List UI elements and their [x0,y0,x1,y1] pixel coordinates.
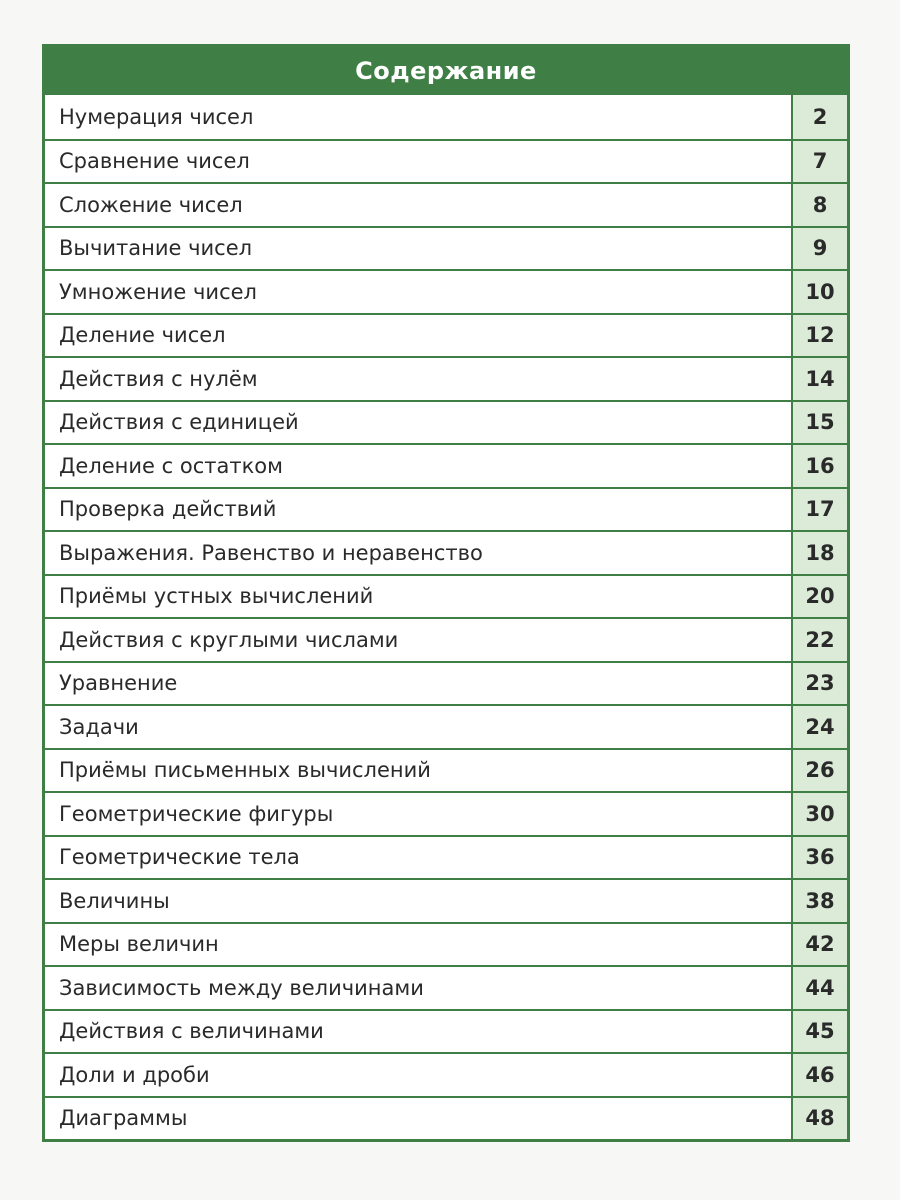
toc-entry-title: Умножение чисел [45,271,791,313]
toc-entry-page: 20 [791,576,847,618]
toc-row [45,878,847,922]
toc-entry-title: Действия с величинами [45,1011,791,1053]
toc-entry-page: 8 [791,184,847,226]
toc-entry-title: Уравнение [45,663,791,705]
toc-entry-page: 9 [791,228,847,270]
toc-row [45,965,847,1009]
toc-entry-page: 30 [791,793,847,835]
toc-entry-page: 7 [791,141,847,183]
toc-entry-title: Приёмы устных вычислений [45,576,791,618]
toc-entry-page: 45 [791,1011,847,1053]
toc-entry-page: 24 [791,706,847,748]
toc-entry-page: 12 [791,315,847,357]
toc-entry-title: Сложение чисел [45,184,791,226]
toc-entry-title: Деление с остатком [45,445,791,487]
toc-entry-title: Нумерация чисел [45,95,791,139]
toc-entry-title: Выражения. Равенство и неравенство [45,532,791,574]
toc-entry-title: Приёмы письменных вычислений [45,750,791,792]
toc-entry-page: 14 [791,358,847,400]
toc-entry-page: 36 [791,837,847,879]
toc-entry-title: Проверка действий [45,489,791,531]
toc-row [45,226,847,270]
toc-entry-page: 18 [791,532,847,574]
toc-row [45,617,847,661]
toc-row [45,661,847,705]
toc-body [45,95,847,1139]
toc-entry-title: Зависимость между величинами [45,967,791,1009]
toc-entry-title: Действия с нулём [45,358,791,400]
toc-row [45,487,847,531]
toc-entry-page: 26 [791,750,847,792]
toc-title: Содержание [45,47,847,95]
toc-row [45,443,847,487]
toc-entry-title: Сравнение чисел [45,141,791,183]
toc-row [45,95,847,139]
toc-entry-title: Действия с круглыми числами [45,619,791,661]
toc-row [45,1096,847,1140]
toc-entry-page: 23 [791,663,847,705]
table-of-contents [42,44,850,1142]
toc-entry-page: 17 [791,489,847,531]
toc-row [45,139,847,183]
toc-entry-title: Вычитание чисел [45,228,791,270]
toc-entry-page: 46 [791,1054,847,1096]
toc-row [45,1009,847,1053]
toc-row [45,835,847,879]
toc-row [45,313,847,357]
toc-entry-page: 38 [791,880,847,922]
toc-row [45,791,847,835]
toc-entry-title: Действия с единицей [45,402,791,444]
toc-entry-page: 44 [791,967,847,1009]
toc-entry-page: 2 [791,95,847,139]
toc-entry-title: Геометрические фигуры [45,793,791,835]
toc-entry-title: Задачи [45,706,791,748]
toc-entry-title: Меры величин [45,924,791,966]
toc-entry-title: Доли и дроби [45,1054,791,1096]
toc-entry-page: 16 [791,445,847,487]
toc-entry-page: 42 [791,924,847,966]
toc-entry-page: 48 [791,1098,847,1140]
toc-row [45,400,847,444]
toc-entry-page: 10 [791,271,847,313]
toc-row [45,574,847,618]
toc-entry-title: Деление чисел [45,315,791,357]
toc-entry-title: Геометрические тела [45,837,791,879]
toc-entry-page: 15 [791,402,847,444]
toc-row [45,1052,847,1096]
toc-row [45,704,847,748]
toc-row [45,356,847,400]
toc-row [45,269,847,313]
toc-entry-page: 22 [791,619,847,661]
toc-row [45,922,847,966]
toc-entry-title: Величины [45,880,791,922]
toc-row [45,748,847,792]
toc-entry-title: Диаграммы [45,1098,791,1140]
toc-row [45,182,847,226]
toc-row [45,530,847,574]
